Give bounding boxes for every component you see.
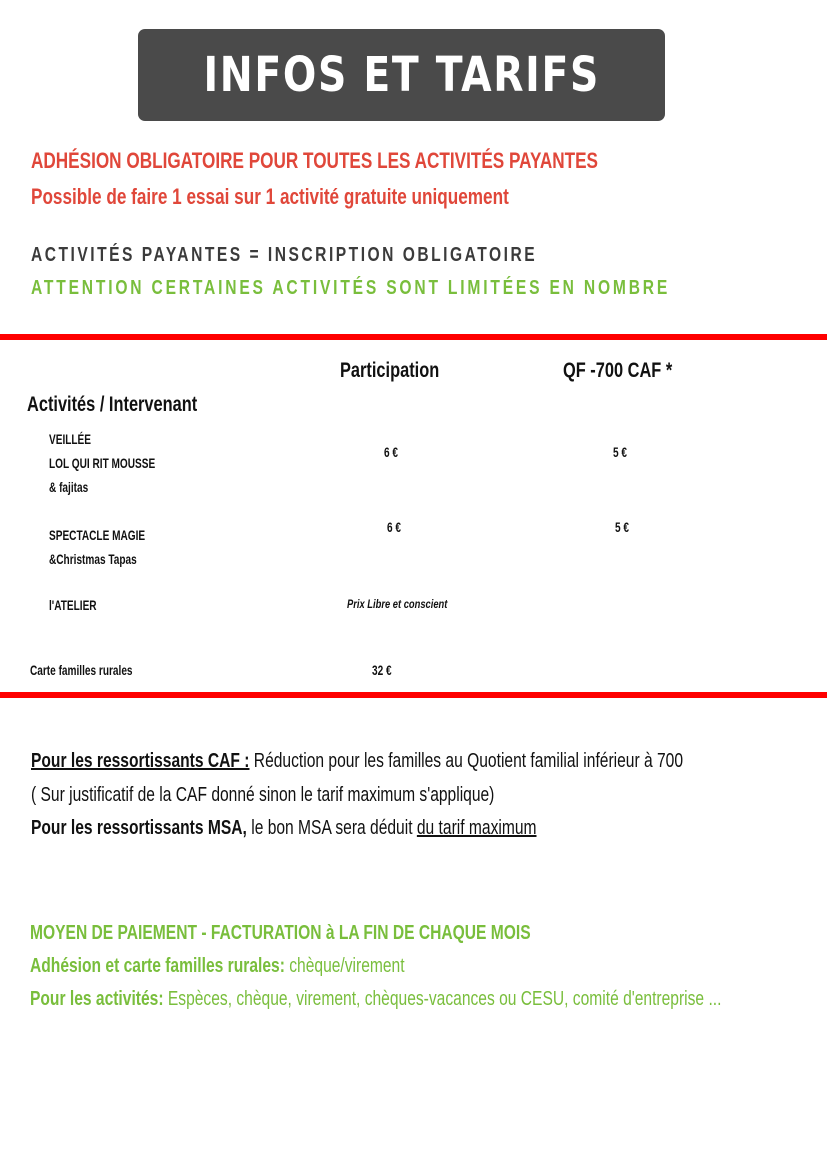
page-title: INFOS ET TARIFS xyxy=(203,47,600,103)
row-participation-text: Prix Libre et conscient xyxy=(347,597,448,611)
col-activities-text: Activités / Intervenant xyxy=(27,393,198,416)
carte-price-text: 32 € xyxy=(372,662,392,678)
registration-notice-text: ACTIVITÉS PAYANTES = INSCRIPTION OBLIGATOIRE xyxy=(31,244,538,266)
row-participation xyxy=(347,597,476,611)
caf-note-text: ( Sur justificatif de la CAF donné sinon le tarif maximum s'applique) xyxy=(31,784,495,806)
row-qf xyxy=(615,519,634,535)
carte-label-text: Carte familles rurales xyxy=(30,662,133,678)
col-participation xyxy=(340,359,467,383)
col-qf-text: QF -700 CAF * xyxy=(563,359,673,382)
caf-text: Réduction pour les familles au Quotient familial inférieur à 700 xyxy=(249,750,684,772)
row-label: SPECTACLE MAGIE xyxy=(49,527,146,543)
caf-note xyxy=(31,784,625,807)
row-qf-text: 5 € xyxy=(615,519,630,535)
top-rule xyxy=(0,334,827,340)
caf-info xyxy=(31,750,827,773)
row-label: & fajitas xyxy=(49,479,89,495)
msa-text: le bon MSA sera déduit xyxy=(246,817,417,839)
bottom-rule xyxy=(0,692,827,698)
col-participation-text: Participation xyxy=(340,359,440,382)
limited-notice xyxy=(31,277,827,300)
registration-notice xyxy=(31,244,680,267)
row-participation-text: 6 € xyxy=(384,444,399,460)
row-label: LOL QUI RIT MOUSSE xyxy=(49,455,156,471)
title-banner xyxy=(138,29,665,121)
msa-label: Pour les ressortissants MSA, xyxy=(31,817,247,839)
caf-label: Pour les ressortissants CAF : xyxy=(31,750,250,772)
payment-activities-label: Pour les activités: xyxy=(30,988,164,1010)
carte-price xyxy=(372,662,399,678)
msa-info xyxy=(31,817,679,840)
payment-adhesion-label: Adhésion et carte familles rurales: xyxy=(30,955,285,977)
table-row xyxy=(49,523,183,571)
payment-adhesion-text: chèque/virement xyxy=(284,955,405,977)
table-row xyxy=(49,427,197,499)
payment-heading xyxy=(30,922,672,945)
payment-activities xyxy=(30,988,827,1011)
payment-adhesion xyxy=(30,955,510,978)
row-participation xyxy=(387,519,406,535)
row-participation-text: 6 € xyxy=(387,519,402,535)
row-label: l'ATELIER xyxy=(49,597,97,613)
row-label: VEILLÉE xyxy=(49,431,92,447)
row-qf xyxy=(613,444,632,460)
row-participation xyxy=(384,444,403,460)
table-row xyxy=(49,595,115,615)
row-qf-text: 5 € xyxy=(613,444,628,460)
col-activities xyxy=(27,393,245,417)
msa-link: du tarif maximum xyxy=(416,817,537,839)
adhesion-notice-text: ADHÉSION OBLIGATOIRE POUR TOUTES LES ACTIVITÉS PAYANTES xyxy=(31,148,599,173)
payment-activities-text: Espèces, chèque, virement, chèques-vacances ou CESU, comité d'entreprise ... xyxy=(163,988,722,1010)
carte-label xyxy=(30,662,172,678)
limited-notice-text: ATTENTION CERTAINES ACTIVITÉS SONT LIMITÉES EN NOMBRE xyxy=(31,277,671,299)
adhesion-notice xyxy=(31,148,758,174)
trial-notice xyxy=(31,184,644,210)
payment-heading-text: MOYEN DE PAIEMENT - FACTURATION à LA FIN DE CHAQUE MOIS xyxy=(30,922,531,944)
col-qf xyxy=(563,359,703,383)
trial-notice-text: Possible de faire 1 essai sur 1 activité gratuite uniquement xyxy=(31,184,509,209)
row-label: &Christmas Tapas xyxy=(49,551,137,567)
